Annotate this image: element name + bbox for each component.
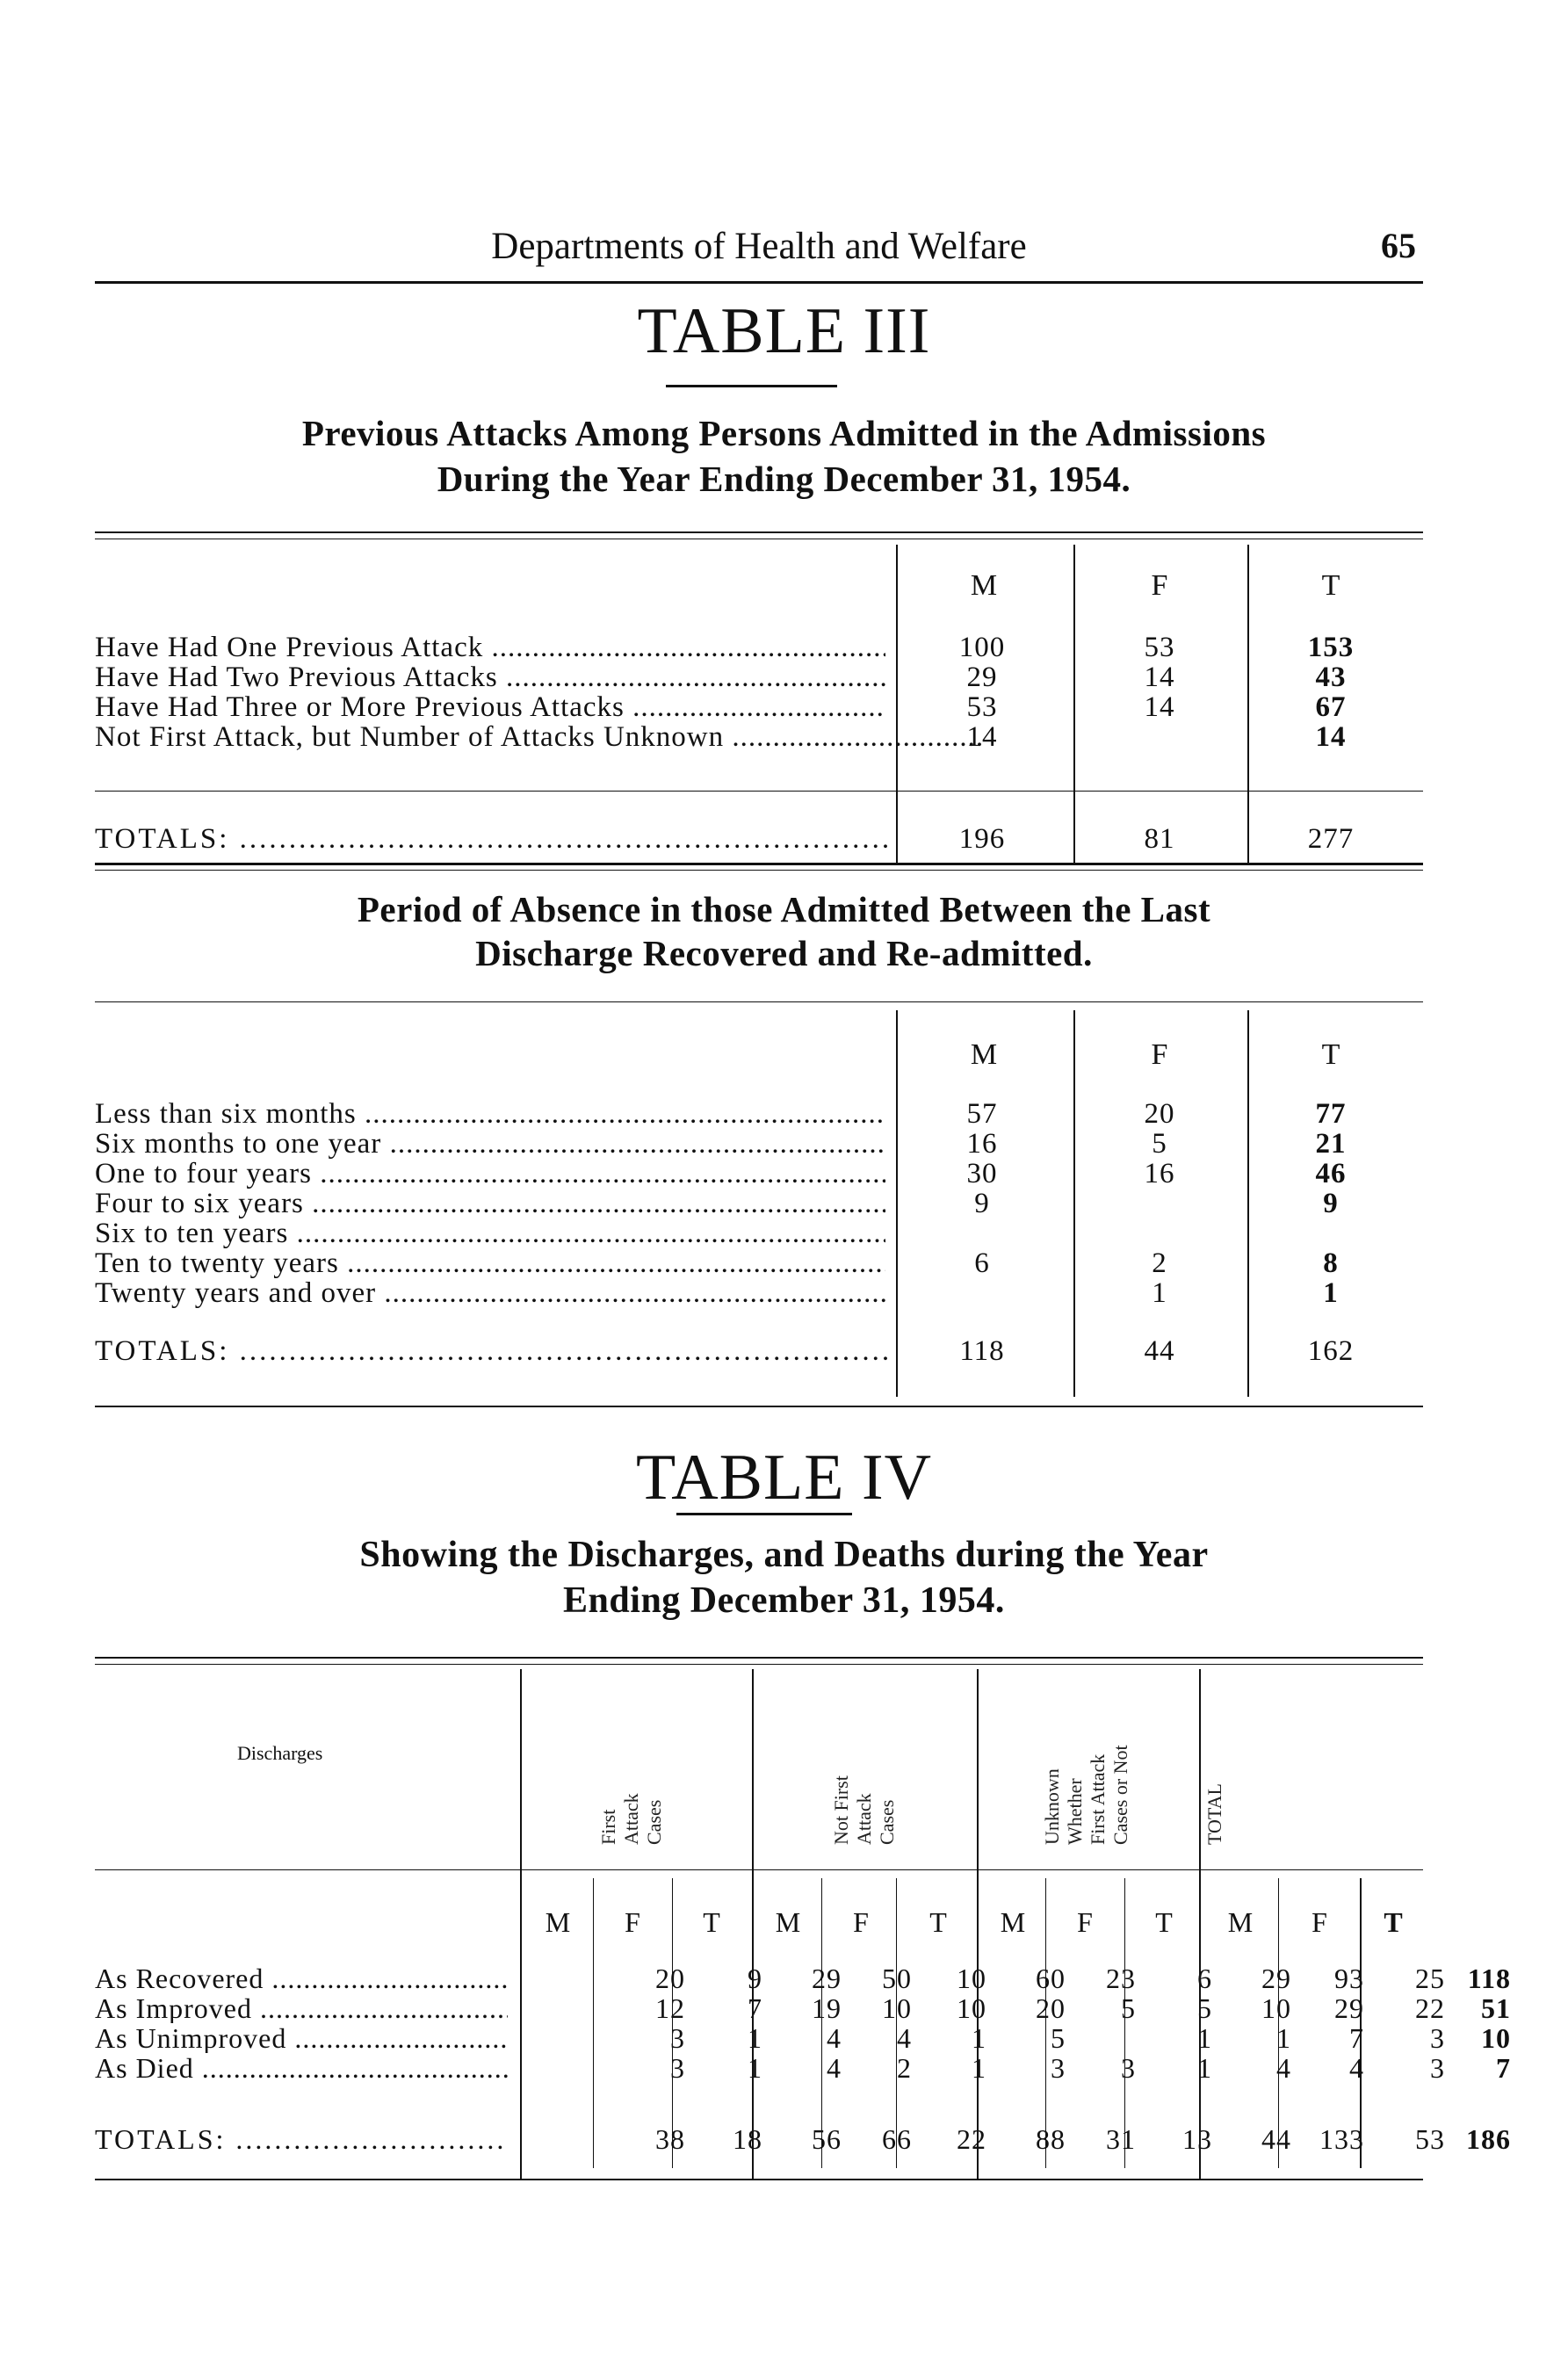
cell: 4 (827, 2052, 842, 2084)
subcol-f: F (625, 1906, 640, 1938)
col-header-t: T (1321, 569, 1340, 602)
subcol-f: F (1077, 1906, 1093, 1938)
col-header-m: M (970, 569, 998, 602)
cell: 51 (1481, 1992, 1511, 2024)
rule (95, 863, 1423, 865)
cell: 10 (882, 1992, 912, 2024)
cell-m: 100 (958, 632, 1006, 663)
table-row (95, 2052, 1511, 2084)
table-row (95, 662, 1423, 692)
col-header-m: M (970, 1038, 998, 1071)
table-row (95, 1963, 1511, 1994)
group-header-total: TOTAL (1203, 1783, 1225, 1845)
row-label: Have Had One Previous Attack ..... (95, 633, 885, 662)
column-divider (752, 1669, 754, 2179)
table-row (95, 1159, 1423, 1189)
subcol-t: T (1155, 1906, 1173, 1938)
table-row (95, 1189, 1423, 1218)
rule (95, 870, 1423, 871)
stub-header: Discharges (237, 1742, 323, 1764)
subcol-f: F (1311, 1906, 1327, 1938)
absence-subtitle-line1: Period of Absence in those Admitted Between the Last (357, 889, 1211, 929)
table-row (95, 1992, 1511, 2024)
cell: 25 (1415, 1963, 1445, 1994)
page-header (95, 218, 1423, 284)
rule (95, 791, 1423, 792)
total-m: 196 (958, 823, 1006, 855)
table-row (95, 1129, 1423, 1159)
table3-subtitle-line1: Previous Attacks Among Persons Admitted in the Admissions (301, 413, 1267, 453)
cell: 4 (1349, 2052, 1364, 2084)
cell-m: 30 (966, 1158, 998, 1189)
cell: 50 (882, 1963, 912, 1994)
cell: 29 (1334, 1992, 1364, 2024)
cell-t: 8 (1323, 1247, 1339, 1279)
row-label: As Improved ..... (95, 1993, 508, 2023)
total-cell: 186 (1466, 2123, 1511, 2155)
totals-row (95, 824, 1423, 854)
cell-f: 20 (1144, 1098, 1175, 1130)
cell: 9 (748, 1963, 762, 1994)
cell: 20 (1036, 1992, 1066, 2024)
row-label: Four to six years ..... (95, 1189, 885, 1218)
cell-m: 9 (974, 1188, 990, 1219)
column-divider (1199, 1669, 1201, 2179)
total-cell: 133 (1319, 2123, 1364, 2155)
total-cell: 13 (1182, 2123, 1212, 2155)
row-label: As Recovered ..... (95, 1963, 508, 1993)
cell-t: 14 (1315, 721, 1347, 753)
cell-t: 67 (1315, 691, 1347, 723)
rule (95, 1406, 1423, 1407)
total-f: 81 (1144, 823, 1175, 855)
title-rule (676, 1513, 852, 1515)
cell-m: 6 (974, 1247, 990, 1279)
totals-row (95, 1336, 1423, 1366)
column-divider (977, 1669, 979, 2179)
row-label: Six to ten years ..... (95, 1218, 885, 1248)
row-label: One to four years ..... (95, 1159, 885, 1189)
cell-f: 5 (1152, 1128, 1167, 1160)
rule (95, 2179, 1423, 2180)
title-rule (666, 385, 837, 387)
cell: 1 (1197, 2052, 1212, 2084)
table-row (95, 633, 1423, 662)
cell: 29 (1261, 1963, 1291, 1994)
cell: 1 (1197, 2022, 1212, 2054)
totals-label: TOTALS: ..... (95, 1336, 890, 1366)
cell-f: 53 (1144, 632, 1175, 663)
cell: 4 (827, 2022, 842, 2054)
subcol-t: T (929, 1906, 947, 1938)
group-header-not-first-attack: Not First Attack Cases (830, 1775, 898, 1845)
cell-f: 2 (1152, 1247, 1167, 1279)
cell-m: 14 (966, 721, 998, 753)
total-f: 44 (1144, 1335, 1175, 1367)
cell: 118 (1467, 1963, 1511, 1994)
col-header-f: F (1151, 1038, 1168, 1071)
rule (95, 1657, 1423, 1659)
row-label: Have Had Two Previous Attacks ..... (95, 662, 885, 692)
rule (95, 1869, 1423, 1870)
cell-t: 1 (1323, 1277, 1339, 1309)
total-cell: 56 (812, 2123, 842, 2155)
cell-m: 29 (966, 661, 998, 693)
total-cell: 31 (1106, 2123, 1136, 2155)
totals-row (95, 2123, 1511, 2155)
cell: 4 (897, 2022, 912, 2054)
subcol-m: M (1227, 1906, 1254, 1938)
cell: 60 (1036, 1963, 1066, 1994)
total-t: 277 (1307, 823, 1355, 855)
cell: 20 (655, 1963, 685, 1994)
table-row (95, 722, 1423, 752)
cell-t: 21 (1315, 1128, 1347, 1160)
cell: 19 (812, 1992, 842, 2024)
total-cell: 38 (655, 2123, 685, 2155)
cell: 3 (670, 2022, 685, 2054)
absence-subtitle-line2: Discharge Recovered and Re-admitted. (475, 933, 1093, 973)
running-head: Departments of Health and Welfare (491, 226, 1027, 267)
cell: 3 (1430, 2052, 1445, 2084)
cell: 93 (1334, 1963, 1364, 1994)
cell-t: 46 (1315, 1158, 1347, 1189)
subcol-t: T (1384, 1906, 1403, 1938)
total-cell: 88 (1036, 2123, 1066, 2155)
cell: 5 (1121, 1992, 1136, 2024)
row-label: As Unimproved ..... (95, 2023, 508, 2053)
cell: 4 (1276, 2052, 1291, 2084)
cell: 10 (957, 1992, 986, 2024)
cell: 3 (1051, 2052, 1066, 2084)
cell: 1 (972, 2022, 986, 2054)
rule (95, 531, 1423, 533)
cell: 1 (1276, 2022, 1291, 2054)
cell-t: 153 (1307, 632, 1355, 663)
totals-label: TOTALS: ..... (95, 824, 890, 854)
cell-t: 77 (1315, 1098, 1347, 1130)
table4-subtitle-line2: Ending December 31, 1954. (563, 1580, 1005, 1621)
cell: 1 (748, 2022, 762, 2054)
cell-f: 16 (1144, 1158, 1175, 1189)
cell: 5 (1197, 1992, 1212, 2024)
cell: 22 (1415, 1992, 1445, 2024)
cell-f: 14 (1144, 661, 1175, 693)
column-divider (520, 1669, 522, 2179)
cell-m: 16 (966, 1128, 998, 1160)
row-label: As Died ..... (95, 2053, 508, 2083)
cell: 7 (1496, 2052, 1511, 2084)
table-row (95, 692, 1423, 722)
cell: 3 (1430, 2022, 1445, 2054)
row-label: Less than six months ..... (95, 1099, 885, 1129)
table3-title: TABLE III (637, 295, 931, 367)
cell: 5 (1051, 2022, 1066, 2054)
cell: 7 (748, 1992, 762, 2024)
cell-f: 14 (1144, 691, 1175, 723)
group-header-first-attack: First Attack Cases (597, 1793, 665, 1845)
cell: 7 (1349, 2022, 1364, 2054)
table-row (95, 1278, 1423, 1308)
cell: 10 (957, 1963, 986, 1994)
cell: 3 (670, 2052, 685, 2084)
table4-subtitle-line1: Showing the Discharges, and Deaths during the Year (359, 1535, 1209, 1575)
cell: 10 (1481, 2022, 1511, 2054)
subcol-m: M (545, 1906, 571, 1938)
table3-subtitle-line2: During the Year Ending December 31, 1954. (437, 459, 1131, 499)
subcol-m: M (1000, 1906, 1026, 1938)
total-cell: 22 (957, 2123, 986, 2155)
subcol-t: T (703, 1906, 720, 1938)
table-row (95, 1248, 1423, 1278)
total-cell: 53 (1415, 2123, 1445, 2155)
page-number: 65 (1381, 226, 1416, 265)
cell-f: 1 (1152, 1277, 1167, 1309)
row-label: Twenty years and over ..... (95, 1278, 885, 1308)
cell: 10 (1261, 1992, 1291, 2024)
row-label: Ten to twenty years ..... (95, 1248, 885, 1278)
totals-label: TOTALS: ..... (95, 2124, 508, 2154)
cell: 1 (972, 2052, 986, 2084)
cell-t: 43 (1315, 661, 1347, 693)
table-row (95, 2022, 1511, 2054)
total-cell: 44 (1261, 2123, 1291, 2155)
table-row (95, 1099, 1423, 1129)
col-header-f: F (1151, 569, 1168, 602)
cell: 2 (897, 2052, 912, 2084)
group-header-unknown: Unknown Whether First Attack Cases or Not (1041, 1745, 1131, 1845)
cell: 1 (748, 2052, 762, 2084)
cell-m: 57 (966, 1098, 998, 1130)
subcol-f: F (853, 1906, 869, 1938)
row-label: Not First Attack, but Number of Attacks Unknown ..... (95, 722, 982, 752)
table4-title: TABLE IV (635, 1442, 933, 1514)
total-cell: 66 (882, 2123, 912, 2155)
total-t: 162 (1307, 1335, 1355, 1367)
table-row (95, 1218, 1423, 1248)
col-header-t: T (1321, 1038, 1340, 1071)
cell: 23 (1106, 1963, 1136, 1994)
total-m: 118 (959, 1335, 1005, 1367)
cell: 12 (655, 1992, 685, 2024)
subcol-m: M (775, 1906, 801, 1938)
cell: 3 (1121, 2052, 1136, 2084)
cell-m: 53 (966, 691, 998, 723)
row-label: Six months to one year ..... (95, 1129, 885, 1159)
cell: 6 (1197, 1963, 1212, 1994)
rule (95, 1664, 1423, 1665)
rule (95, 1001, 1423, 1002)
row-label: Have Had Three or More Previous Attacks ..... (95, 692, 885, 722)
total-cell: 18 (733, 2123, 762, 2155)
cell: 29 (812, 1963, 842, 1994)
cell-t: 9 (1323, 1188, 1339, 1219)
